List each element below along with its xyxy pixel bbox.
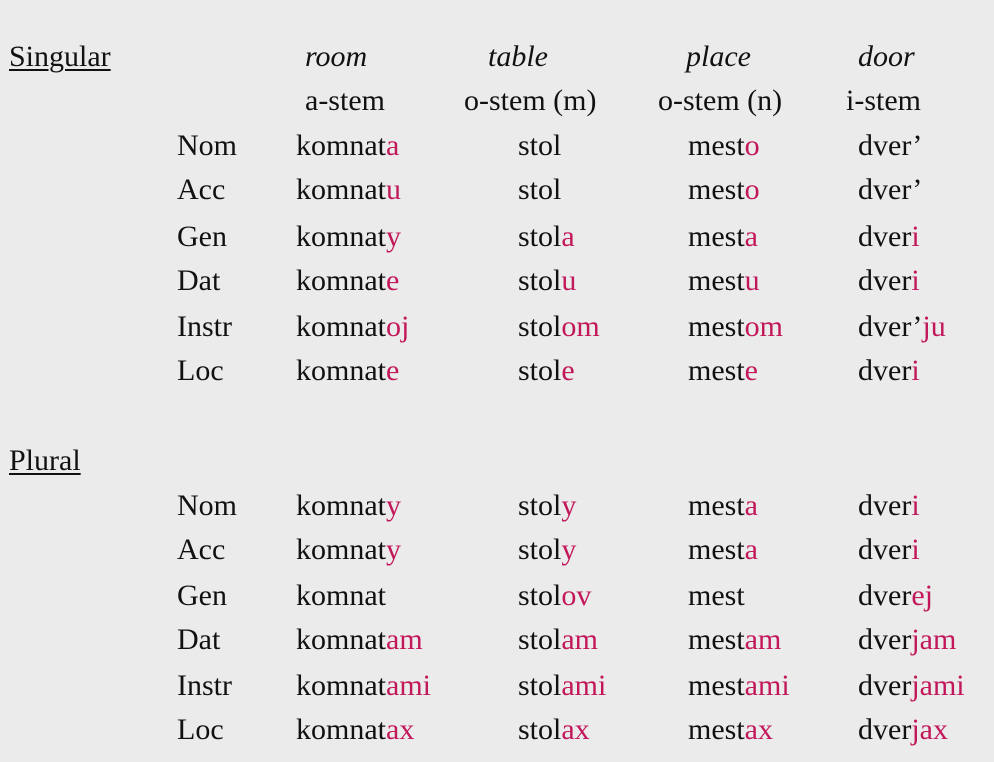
word-stem: mest <box>688 579 745 612</box>
word-stem: mest <box>688 669 745 702</box>
word-stem: komnat <box>296 354 386 387</box>
case-ending: e <box>386 264 400 297</box>
case-ending: ej <box>911 579 933 612</box>
word-stem: stol <box>518 489 562 522</box>
word-stem: mest <box>688 129 745 162</box>
word-stem: dver <box>858 264 912 297</box>
case-label: Loc <box>177 713 224 746</box>
case-ending: i <box>911 533 920 566</box>
word-form <box>518 129 561 163</box>
word-stem: komnat <box>296 173 386 206</box>
case-label: Nom <box>177 129 237 162</box>
word-stem: komnat <box>296 579 386 612</box>
case-ending: ami <box>744 669 790 702</box>
case-label: Instr <box>177 669 232 702</box>
word-stem: dver <box>858 669 912 702</box>
word-form <box>688 713 773 747</box>
word-form <box>688 264 760 298</box>
case-label: Loc <box>177 354 224 387</box>
case-label: Gen <box>177 220 227 253</box>
case-ending: i <box>911 489 920 522</box>
section-title-singular: Singular <box>9 40 111 73</box>
case-ending: y <box>561 489 577 522</box>
word-form <box>858 669 965 703</box>
word-stem: komnat <box>296 264 386 297</box>
word-stem: stol <box>518 579 562 612</box>
case-ending: ami <box>561 669 607 702</box>
word-form <box>688 129 760 163</box>
word-stem: mest <box>688 354 745 387</box>
word-stem: dver <box>858 579 912 612</box>
noun-gloss: door <box>858 40 915 73</box>
word-form <box>296 623 423 657</box>
word-stem: stol <box>518 354 562 387</box>
word-form <box>296 354 399 388</box>
case-ending: am <box>744 623 782 656</box>
word-stem: stol <box>518 669 562 702</box>
word-stem: dver <box>858 220 912 253</box>
word-stem: komnat <box>296 669 386 702</box>
case-ending: y <box>386 533 401 566</box>
case-label: Nom <box>177 489 237 522</box>
word-stem: mest <box>688 310 745 343</box>
stem-type: a-stem <box>305 84 385 117</box>
case-ending: ov <box>561 579 592 612</box>
word-form <box>296 713 414 747</box>
word-stem: dver <box>858 533 912 566</box>
case-ending: om <box>561 310 600 343</box>
word-form <box>688 623 781 657</box>
word-form <box>296 173 401 207</box>
word-form <box>688 173 760 207</box>
word-form <box>688 220 758 254</box>
word-form <box>518 579 591 613</box>
word-form <box>296 220 401 254</box>
word-form <box>688 310 783 344</box>
case-ending: a <box>744 220 758 253</box>
word-stem: komnat <box>296 713 386 746</box>
word-stem: komnat <box>296 129 386 162</box>
word-form <box>518 533 576 567</box>
noun-gloss: place <box>686 40 751 73</box>
case-ending: y <box>386 489 401 522</box>
case-ending: i <box>911 220 920 253</box>
word-form <box>858 713 948 747</box>
word-form <box>518 713 590 747</box>
word-form <box>296 129 399 163</box>
word-form <box>858 310 946 344</box>
word-stem: stol <box>518 264 562 297</box>
case-ending: ju <box>922 310 946 343</box>
word-stem: stol <box>518 310 562 343</box>
word-form <box>858 264 920 298</box>
word-stem: dver <box>858 713 912 746</box>
word-form <box>296 264 399 298</box>
word-stem: komnat <box>296 489 386 522</box>
word-form <box>688 489 758 523</box>
stem-type: o-stem (n) <box>658 84 783 117</box>
word-form <box>518 264 576 298</box>
word-stem: stol <box>518 220 562 253</box>
case-ending: ami <box>386 669 431 702</box>
word-stem: mest <box>688 489 745 522</box>
case-ending: jami <box>911 669 965 702</box>
case-ending: e <box>561 354 575 387</box>
word-stem: mest <box>688 264 745 297</box>
word-stem: mest <box>688 173 745 206</box>
word-form <box>296 579 386 613</box>
case-ending: a <box>744 489 758 522</box>
word-stem: mest <box>688 220 745 253</box>
case-ending: o <box>744 129 760 162</box>
word-form <box>518 623 598 657</box>
word-stem: stol <box>518 623 562 656</box>
word-form <box>858 489 920 523</box>
section-title-plural: Plural <box>9 444 81 477</box>
case-label: Dat <box>177 264 221 297</box>
case-ending: am <box>386 623 423 656</box>
word-form <box>296 533 401 567</box>
word-stem: dver’ <box>858 173 923 206</box>
case-ending: ax <box>744 713 773 746</box>
case-ending: jax <box>911 713 948 746</box>
word-stem: mest <box>688 533 745 566</box>
word-stem: mest <box>688 623 745 656</box>
word-stem: dver’ <box>858 310 923 343</box>
word-stem: dver <box>858 623 912 656</box>
case-ending: ax <box>386 713 415 746</box>
word-stem: dver <box>858 354 912 387</box>
case-label: Dat <box>177 623 221 656</box>
case-ending: i <box>911 264 920 297</box>
word-stem: dver <box>858 489 912 522</box>
word-stem: mest <box>688 713 745 746</box>
word-form <box>858 623 956 657</box>
case-ending: am <box>561 623 599 656</box>
case-ending: a <box>561 220 575 253</box>
word-form <box>518 489 576 523</box>
word-form <box>688 354 758 388</box>
word-form <box>518 354 575 388</box>
word-form <box>518 310 600 344</box>
word-form <box>858 173 922 207</box>
word-stem: stol <box>518 173 562 206</box>
case-ending: oj <box>386 310 410 343</box>
case-ending: e <box>744 354 758 387</box>
case-ending: i <box>911 354 920 387</box>
word-stem: stol <box>518 533 562 566</box>
stem-type: i-stem <box>846 84 921 117</box>
word-form <box>518 220 575 254</box>
word-form <box>858 220 920 254</box>
word-form <box>296 669 431 703</box>
word-form <box>688 669 790 703</box>
word-form <box>858 579 933 613</box>
word-stem: komnat <box>296 310 386 343</box>
word-stem: komnat <box>296 623 386 656</box>
case-label: Acc <box>177 173 226 206</box>
case-ending: e <box>386 354 400 387</box>
case-ending: a <box>744 533 758 566</box>
case-ending: a <box>386 129 400 162</box>
stem-type: o-stem (m) <box>464 84 597 117</box>
word-form <box>296 489 401 523</box>
case-ending: u <box>561 264 577 297</box>
noun-gloss: table <box>488 40 548 73</box>
word-stem: stol <box>518 129 562 162</box>
word-stem: dver’ <box>858 129 923 162</box>
case-ending: u <box>744 264 760 297</box>
case-label: Gen <box>177 579 227 612</box>
word-form <box>688 579 745 613</box>
word-stem: komnat <box>296 533 386 566</box>
word-form <box>518 173 561 207</box>
case-ending: y <box>561 533 577 566</box>
case-label: Acc <box>177 533 226 566</box>
case-ending: o <box>744 173 760 206</box>
case-ending: ax <box>561 713 590 746</box>
case-ending: u <box>386 173 401 206</box>
word-stem: stol <box>518 713 562 746</box>
word-form <box>858 533 920 567</box>
word-form <box>688 533 758 567</box>
case-ending: jam <box>911 623 957 656</box>
word-form <box>518 669 606 703</box>
word-form <box>858 129 922 163</box>
case-ending: om <box>744 310 784 343</box>
case-ending: y <box>386 220 401 253</box>
word-form <box>858 354 920 388</box>
word-form <box>296 310 409 344</box>
noun-gloss: room <box>305 40 368 73</box>
word-stem: komnat <box>296 220 386 253</box>
case-label: Instr <box>177 310 232 343</box>
